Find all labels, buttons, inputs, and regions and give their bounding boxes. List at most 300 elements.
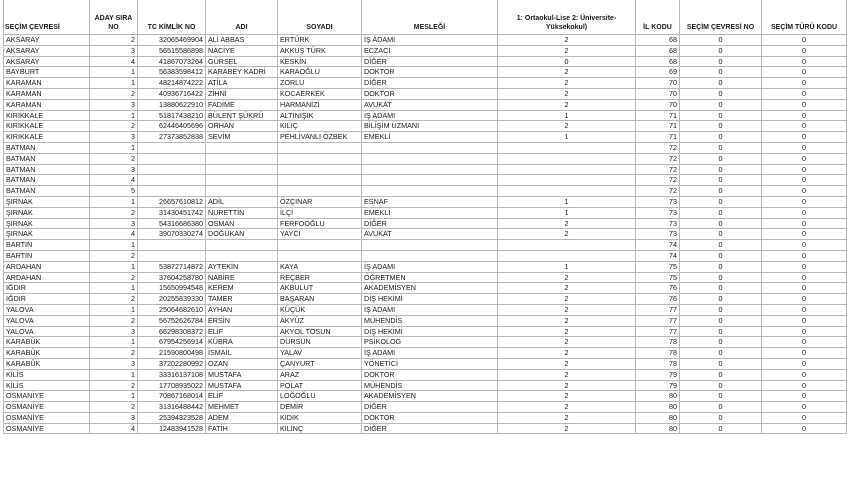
cell-egitim: 2	[498, 391, 636, 402]
cell-secim-turu-kodu: 0	[762, 78, 847, 89]
table-row	[4, 326, 847, 337]
cell-soyadi	[278, 175, 362, 186]
cell-adi: NURETTİN	[206, 207, 278, 218]
cell-il-kodu: 77	[636, 304, 680, 315]
cell-secim-cevresi: ŞIRNAK	[4, 196, 90, 207]
header-secim-cevresi: SEÇİM ÇEVRESİ	[4, 0, 90, 35]
cell-secim-turu-kodu: 0	[762, 326, 847, 337]
cell-aday-sira-no: 1	[90, 369, 138, 380]
cell-secim-turu-kodu: 0	[762, 402, 847, 413]
cell-adi: KEREM	[206, 283, 278, 294]
cell-il-kodu: 78	[636, 358, 680, 369]
cell-secim-cevresi: KİLİS	[4, 380, 90, 391]
cell-tc-kimlik-no	[138, 186, 206, 197]
cell-aday-sira-no: 2	[90, 121, 138, 132]
cell-soyadi: BAŞARAN	[278, 294, 362, 305]
cell-soyadi	[278, 250, 362, 261]
cell-tc-kimlik-no: 25394323528	[138, 412, 206, 423]
cell-tc-kimlik-no: 56515586898	[138, 45, 206, 56]
cell-egitim: 2	[498, 380, 636, 391]
cell-meslegi: DOKTOR	[362, 67, 498, 78]
cell-soyadi: KARAOĞLU	[278, 67, 362, 78]
cell-aday-sira-no: 1	[90, 67, 138, 78]
cell-soyadi: POLAT	[278, 380, 362, 391]
cell-secim-cevresi-no: 0	[680, 423, 762, 434]
cell-adi	[206, 175, 278, 186]
cell-secim-turu-kodu: 0	[762, 45, 847, 56]
cell-soyadi	[278, 164, 362, 175]
cell-secim-cevresi-no: 0	[680, 229, 762, 240]
cell-il-kodu: 74	[636, 250, 680, 261]
cell-secim-turu-kodu: 0	[762, 294, 847, 305]
cell-adi: FATİH	[206, 423, 278, 434]
cell-aday-sira-no: 1	[90, 304, 138, 315]
cell-il-kodu: 73	[636, 207, 680, 218]
cell-egitim: 2	[498, 348, 636, 359]
cell-secim-turu-kodu: 0	[762, 250, 847, 261]
cell-secim-cevresi: ŞIRNAK	[4, 229, 90, 240]
cell-il-kodu: 80	[636, 391, 680, 402]
cell-meslegi: DİĞER	[362, 423, 498, 434]
cell-soyadi: KAYA	[278, 261, 362, 272]
cell-secim-cevresi-no: 0	[680, 369, 762, 380]
cell-tc-kimlik-no: 51817438210	[138, 110, 206, 121]
cell-secim-turu-kodu: 0	[762, 175, 847, 186]
table-row	[4, 164, 847, 175]
cell-meslegi: EMEKLİ	[362, 132, 498, 143]
cell-tc-kimlik-no: 27373852838	[138, 132, 206, 143]
cell-egitim: 1	[498, 110, 636, 121]
cell-secim-cevresi-no: 0	[680, 207, 762, 218]
cell-soyadi	[278, 186, 362, 197]
candidate-table	[3, 0, 847, 434]
cell-adi	[206, 186, 278, 197]
cell-tc-kimlik-no: 37202280992	[138, 358, 206, 369]
cell-meslegi: MÜHENDİS	[362, 380, 498, 391]
cell-adi: KARABEY KADRİ	[206, 67, 278, 78]
cell-aday-sira-no: 1	[90, 261, 138, 272]
cell-aday-sira-no: 1	[90, 240, 138, 251]
cell-soyadi: KILINÇ	[278, 423, 362, 434]
cell-secim-cevresi: BATMAN	[4, 186, 90, 197]
cell-aday-sira-no: 1	[90, 337, 138, 348]
cell-meslegi: AKADEMİSYEN	[362, 391, 498, 402]
cell-aday-sira-no: 2	[90, 380, 138, 391]
cell-tc-kimlik-no: 13880622910	[138, 99, 206, 110]
table-row	[4, 196, 847, 207]
cell-adi: ERSİN	[206, 315, 278, 326]
table-row	[4, 380, 847, 391]
cell-il-kodu: 78	[636, 348, 680, 359]
cell-egitim: 2	[498, 121, 636, 132]
cell-aday-sira-no: 3	[90, 218, 138, 229]
table-row	[4, 132, 847, 143]
cell-egitim: 2	[498, 99, 636, 110]
cell-adi: AYHAN	[206, 304, 278, 315]
cell-secim-cevresi: KİLİS	[4, 369, 90, 380]
cell-aday-sira-no: 3	[90, 99, 138, 110]
cell-egitim: 2	[498, 294, 636, 305]
cell-il-kodu: 71	[636, 110, 680, 121]
cell-secim-cevresi: BATMAN	[4, 142, 90, 153]
cell-adi	[206, 142, 278, 153]
cell-secim-cevresi: BARTIN	[4, 240, 90, 251]
cell-aday-sira-no: 3	[90, 358, 138, 369]
cell-tc-kimlik-no	[138, 250, 206, 261]
cell-egitim: 2	[498, 326, 636, 337]
cell-adi: OSMAN	[206, 218, 278, 229]
cell-soyadi: DEMİR	[278, 402, 362, 413]
cell-soyadi: ARAZ	[278, 369, 362, 380]
cell-secim-cevresi: KARABÜK	[4, 337, 90, 348]
cell-il-kodu: 68	[636, 45, 680, 56]
cell-egitim: 2	[498, 304, 636, 315]
cell-secim-cevresi-no: 0	[680, 261, 762, 272]
cell-meslegi: DİŞ HEKİMİ	[362, 326, 498, 337]
cell-tc-kimlik-no: 41867073264	[138, 56, 206, 67]
cell-secim-turu-kodu: 0	[762, 121, 847, 132]
cell-soyadi: ALTINIŞIK	[278, 110, 362, 121]
cell-egitim: 2	[498, 402, 636, 413]
cell-meslegi: AVUKAT	[362, 99, 498, 110]
cell-soyadi: KÜÇÜK	[278, 304, 362, 315]
cell-secim-cevresi-no: 0	[680, 337, 762, 348]
cell-adi: ORHAN	[206, 121, 278, 132]
cell-il-kodu: 70	[636, 78, 680, 89]
cell-adi: ELİF	[206, 391, 278, 402]
cell-tc-kimlik-no: 67954256914	[138, 337, 206, 348]
cell-adi: BÜLENT ŞÜKRÜ	[206, 110, 278, 121]
cell-tc-kimlik-no: 32065469904	[138, 35, 206, 46]
cell-meslegi: ÖĞRETMEN	[362, 272, 498, 283]
cell-soyadi: ERTÜRK	[278, 35, 362, 46]
table-row	[4, 250, 847, 261]
cell-secim-turu-kodu: 0	[762, 369, 847, 380]
cell-secim-cevresi-no: 0	[680, 142, 762, 153]
table-row	[4, 402, 847, 413]
cell-secim-turu-kodu: 0	[762, 391, 847, 402]
table-row	[4, 186, 847, 197]
cell-secim-cevresi: BATMAN	[4, 153, 90, 164]
cell-adi	[206, 250, 278, 261]
cell-il-kodu: 78	[636, 337, 680, 348]
cell-adi: OZAN	[206, 358, 278, 369]
cell-secim-turu-kodu: 0	[762, 207, 847, 218]
cell-secim-cevresi-no: 0	[680, 380, 762, 391]
cell-il-kodu: 80	[636, 423, 680, 434]
cell-secim-cevresi: YALOVA	[4, 304, 90, 315]
cell-secim-turu-kodu: 0	[762, 196, 847, 207]
cell-egitim: 2	[498, 45, 636, 56]
header-il-kodu: İL KODU	[636, 0, 680, 35]
table-row	[4, 337, 847, 348]
cell-secim-turu-kodu: 0	[762, 315, 847, 326]
cell-secim-cevresi-no: 0	[680, 315, 762, 326]
cell-il-kodu: 80	[636, 402, 680, 413]
cell-secim-turu-kodu: 0	[762, 88, 847, 99]
cell-adi: ATİLA	[206, 78, 278, 89]
cell-egitim	[498, 186, 636, 197]
cell-adi: AYTEKİN	[206, 261, 278, 272]
cell-egitim	[498, 250, 636, 261]
table-row	[4, 45, 847, 56]
cell-il-kodu: 77	[636, 315, 680, 326]
cell-secim-turu-kodu: 0	[762, 35, 847, 46]
cell-meslegi: YÖNETİCİ	[362, 358, 498, 369]
cell-egitim: 1	[498, 132, 636, 143]
cell-adi: İSMAİL	[206, 348, 278, 359]
table-row	[4, 229, 847, 240]
cell-meslegi: DİĞER	[362, 402, 498, 413]
cell-secim-turu-kodu: 0	[762, 56, 847, 67]
cell-aday-sira-no: 1	[90, 110, 138, 121]
cell-egitim: 1	[498, 207, 636, 218]
cell-secim-cevresi-no: 0	[680, 412, 762, 423]
table-row	[4, 67, 847, 78]
cell-secim-cevresi-no: 0	[680, 240, 762, 251]
cell-tc-kimlik-no	[138, 153, 206, 164]
cell-soyadi: ÇANYURT	[278, 358, 362, 369]
cell-aday-sira-no: 3	[90, 45, 138, 56]
cell-meslegi	[362, 250, 498, 261]
cell-tc-kimlik-no: 31430451742	[138, 207, 206, 218]
cell-il-kodu: 72	[636, 175, 680, 186]
cell-secim-cevresi: OSMANİYE	[4, 423, 90, 434]
cell-aday-sira-no: 2	[90, 402, 138, 413]
table-row	[4, 99, 847, 110]
cell-secim-turu-kodu: 0	[762, 132, 847, 143]
cell-meslegi: DOKTOR	[362, 412, 498, 423]
cell-tc-kimlik-no: 56752626784	[138, 315, 206, 326]
table-row	[4, 369, 847, 380]
table-row	[4, 35, 847, 46]
cell-aday-sira-no: 5	[90, 186, 138, 197]
cell-secim-cevresi: KARAMAN	[4, 88, 90, 99]
cell-meslegi	[362, 175, 498, 186]
cell-egitim: 2	[498, 272, 636, 283]
cell-aday-sira-no: 4	[90, 229, 138, 240]
header-aday-sira-no: ADAY SIRA NO	[90, 0, 138, 35]
cell-aday-sira-no: 2	[90, 153, 138, 164]
table-row	[4, 315, 847, 326]
cell-meslegi: ESNAF	[362, 196, 498, 207]
cell-aday-sira-no: 2	[90, 207, 138, 218]
cell-il-kodu: 73	[636, 229, 680, 240]
cell-il-kodu: 80	[636, 412, 680, 423]
cell-il-kodu: 68	[636, 35, 680, 46]
cell-tc-kimlik-no	[138, 142, 206, 153]
cell-tc-kimlik-no	[138, 175, 206, 186]
cell-meslegi: DOKTOR	[362, 88, 498, 99]
cell-secim-cevresi-no: 0	[680, 45, 762, 56]
cell-secim-cevresi-no: 0	[680, 121, 762, 132]
cell-secim-cevresi: KIRIKKALE	[4, 110, 90, 121]
cell-secim-turu-kodu: 0	[762, 337, 847, 348]
cell-aday-sira-no: 3	[90, 326, 138, 337]
cell-egitim: 1	[498, 196, 636, 207]
cell-il-kodu: 73	[636, 218, 680, 229]
cell-adi: TAMER	[206, 294, 278, 305]
header-secim-turu-kodu: SEÇİM TÜRÜ KODU	[762, 0, 847, 35]
table-row	[4, 78, 847, 89]
cell-aday-sira-no: 1	[90, 391, 138, 402]
cell-secim-cevresi: KIRIKKALE	[4, 132, 90, 143]
cell-aday-sira-no: 1	[90, 196, 138, 207]
cell-soyadi: FERFOOĞLU	[278, 218, 362, 229]
cell-secim-cevresi: AKSARAY	[4, 56, 90, 67]
table-body	[4, 35, 847, 434]
cell-secim-cevresi-no: 0	[680, 348, 762, 359]
cell-meslegi	[362, 142, 498, 153]
cell-egitim: 2	[498, 67, 636, 78]
cell-egitim	[498, 240, 636, 251]
cell-tc-kimlik-no: 39070330274	[138, 229, 206, 240]
cell-secim-cevresi: KARABÜK	[4, 358, 90, 369]
cell-tc-kimlik-no: 54316686380	[138, 218, 206, 229]
cell-soyadi: DURSUN	[278, 337, 362, 348]
cell-secim-turu-kodu: 0	[762, 153, 847, 164]
cell-egitim: 2	[498, 283, 636, 294]
cell-secim-cevresi: AKSARAY	[4, 45, 90, 56]
cell-egitim: 1	[498, 261, 636, 272]
table-row	[4, 88, 847, 99]
cell-secim-cevresi-no: 0	[680, 294, 762, 305]
cell-il-kodu: 75	[636, 272, 680, 283]
cell-tc-kimlik-no: 66298308372	[138, 326, 206, 337]
cell-aday-sira-no: 4	[90, 56, 138, 67]
cell-aday-sira-no: 2	[90, 294, 138, 305]
cell-secim-cevresi-no: 0	[680, 326, 762, 337]
table-row	[4, 142, 847, 153]
cell-secim-cevresi-no: 0	[680, 99, 762, 110]
cell-secim-cevresi: BARTIN	[4, 250, 90, 261]
cell-aday-sira-no: 2	[90, 88, 138, 99]
cell-secim-cevresi: KARABÜK	[4, 348, 90, 359]
cell-meslegi: DOKTOR	[362, 369, 498, 380]
cell-adi	[206, 240, 278, 251]
cell-secim-turu-kodu: 0	[762, 348, 847, 359]
cell-aday-sira-no: 3	[90, 132, 138, 143]
cell-aday-sira-no: 2	[90, 315, 138, 326]
cell-secim-cevresi: BATMAN	[4, 175, 90, 186]
cell-egitim: 2	[498, 369, 636, 380]
cell-tc-kimlik-no: 33316137108	[138, 369, 206, 380]
header-row	[4, 0, 847, 35]
cell-soyadi: YAYCI	[278, 229, 362, 240]
table-row	[4, 110, 847, 121]
cell-adi: ZİHNİ	[206, 88, 278, 99]
cell-secim-cevresi-no: 0	[680, 186, 762, 197]
cell-secim-turu-kodu: 0	[762, 272, 847, 283]
cell-meslegi: İŞ ADAMI	[362, 348, 498, 359]
cell-egitim: 0	[498, 56, 636, 67]
cell-secim-turu-kodu: 0	[762, 218, 847, 229]
cell-secim-cevresi-no: 0	[680, 78, 762, 89]
cell-aday-sira-no: 4	[90, 175, 138, 186]
cell-aday-sira-no: 3	[90, 164, 138, 175]
cell-tc-kimlik-no: 40936716422	[138, 88, 206, 99]
cell-secim-cevresi-no: 0	[680, 56, 762, 67]
cell-secim-cevresi: ŞIRNAK	[4, 218, 90, 229]
cell-soyadi: İLÇİ	[278, 207, 362, 218]
cell-secim-cevresi: IĞDIR	[4, 283, 90, 294]
cell-meslegi	[362, 164, 498, 175]
table-row	[4, 121, 847, 132]
header-adi: ADI	[206, 0, 278, 35]
header-tc-kimlik-no: TC KİMLİK NO	[138, 0, 206, 35]
cell-il-kodu: 79	[636, 369, 680, 380]
header-meslegi: MESLEĞİ	[362, 0, 498, 35]
table-row	[4, 348, 847, 359]
cell-adi: MUSTAFA	[206, 369, 278, 380]
cell-tc-kimlik-no: 70867168014	[138, 391, 206, 402]
cell-soyadi: LOĞOĞLU	[278, 391, 362, 402]
cell-adi: ADİL	[206, 196, 278, 207]
cell-egitim	[498, 175, 636, 186]
table-row	[4, 412, 847, 423]
cell-adi	[206, 164, 278, 175]
cell-secim-cevresi-no: 0	[680, 358, 762, 369]
cell-egitim	[498, 142, 636, 153]
cell-secim-cevresi: ŞIRNAK	[4, 207, 90, 218]
table-row	[4, 153, 847, 164]
cell-adi: ADEM	[206, 412, 278, 423]
cell-il-kodu: 76	[636, 283, 680, 294]
cell-secim-cevresi: YALOVA	[4, 315, 90, 326]
cell-meslegi: İŞ ADAMI	[362, 35, 498, 46]
cell-secim-cevresi-no: 0	[680, 67, 762, 78]
cell-soyadi: AKBULUT	[278, 283, 362, 294]
cell-secim-turu-kodu: 0	[762, 412, 847, 423]
cell-meslegi	[362, 240, 498, 251]
cell-adi: MEHMET	[206, 402, 278, 413]
cell-secim-turu-kodu: 0	[762, 423, 847, 434]
header-soyadi: SOYADI	[278, 0, 362, 35]
cell-il-kodu: 70	[636, 88, 680, 99]
table-row	[4, 294, 847, 305]
cell-secim-cevresi: YALOVA	[4, 326, 90, 337]
cell-adi: DOĞUKAN	[206, 229, 278, 240]
table-row	[4, 283, 847, 294]
cell-il-kodu: 79	[636, 380, 680, 391]
table-row	[4, 218, 847, 229]
cell-soyadi: HARMANİZİ	[278, 99, 362, 110]
cell-secim-cevresi: KARAMAN	[4, 99, 90, 110]
cell-secim-turu-kodu: 0	[762, 304, 847, 315]
cell-tc-kimlik-no: 37604258780	[138, 272, 206, 283]
cell-secim-turu-kodu: 0	[762, 240, 847, 251]
cell-aday-sira-no: 1	[90, 283, 138, 294]
cell-soyadi	[278, 240, 362, 251]
cell-secim-cevresi-no: 0	[680, 218, 762, 229]
cell-secim-cevresi: OSMANİYE	[4, 402, 90, 413]
cell-il-kodu: 72	[636, 164, 680, 175]
cell-secim-cevresi-no: 0	[680, 196, 762, 207]
cell-secim-cevresi: BATMAN	[4, 164, 90, 175]
cell-il-kodu: 71	[636, 121, 680, 132]
cell-secim-cevresi-no: 0	[680, 175, 762, 186]
cell-secim-cevresi: IĞDIR	[4, 294, 90, 305]
cell-adi: ELİF	[206, 326, 278, 337]
cell-soyadi: KESKİN	[278, 56, 362, 67]
cell-tc-kimlik-no: 62446405696	[138, 121, 206, 132]
cell-secim-turu-kodu: 0	[762, 99, 847, 110]
cell-soyadi: PEHLİVANLI ÖZBEK	[278, 132, 362, 143]
cell-secim-cevresi: AKSARAY	[4, 35, 90, 46]
cell-adi: FADİME	[206, 99, 278, 110]
table-row	[4, 207, 847, 218]
cell-meslegi: EMEKLİ	[362, 207, 498, 218]
